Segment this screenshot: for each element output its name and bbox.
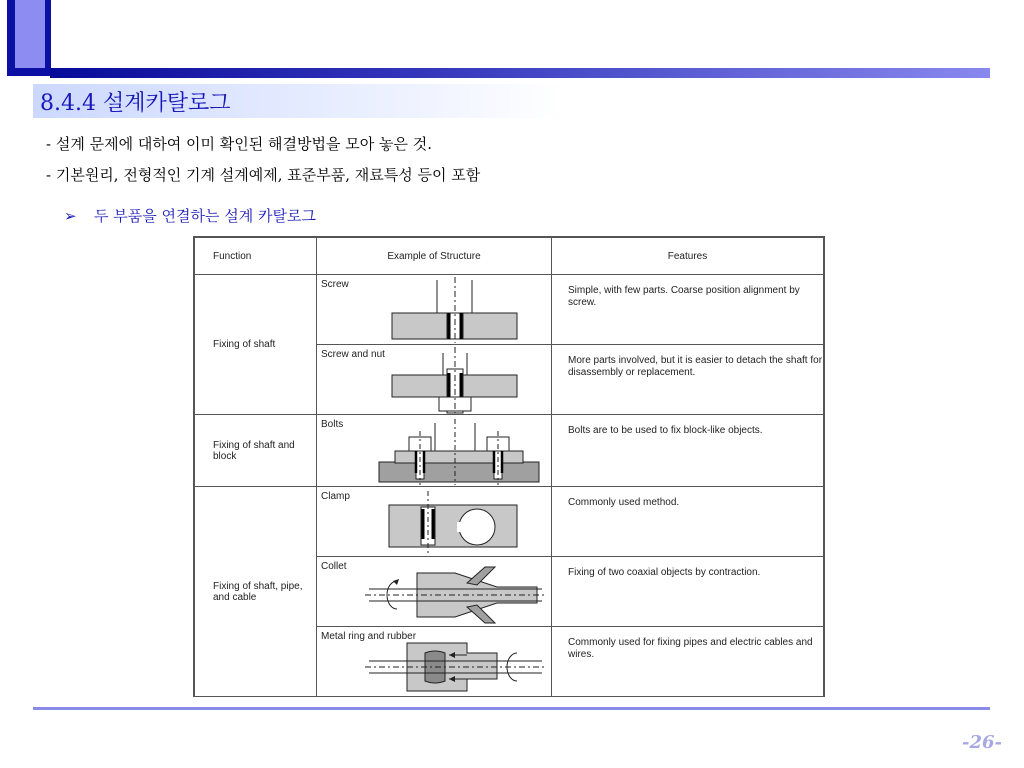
structure-label: Bolts <box>321 419 344 430</box>
header-features: Features <box>552 238 824 275</box>
collet-diagram <box>317 557 552 627</box>
header-accent-inner <box>15 0 45 68</box>
function-cell: Fixing of shaft and block <box>195 415 317 487</box>
page-number: -26- <box>962 732 1002 753</box>
structure-cell <box>317 345 552 415</box>
header-accent-block <box>7 0 51 76</box>
structure-cell <box>317 627 552 697</box>
design-catalog-table <box>194 237 824 697</box>
header-function: Function <box>195 238 317 275</box>
structure-cell <box>317 415 552 487</box>
clamp-diagram <box>317 487 552 557</box>
structure-cell <box>317 275 552 345</box>
arrow-bullet-icon: ➢ <box>64 207 77 225</box>
screw-and-nut-diagram <box>317 345 552 415</box>
features-cell: Commonly used for fixing pipes and electric cables and wires. <box>552 627 824 697</box>
structure-label: Collet <box>321 561 347 572</box>
header-structure: Example of Structure <box>317 238 552 275</box>
slide-title: 8.4.4 설계카탈로그 <box>40 91 231 116</box>
features-cell: Commonly used method. <box>552 487 824 557</box>
features-cell: Simple, with few parts. Coarse position alignment by screw. <box>552 275 824 345</box>
function-cell: Fixing of shaft, pipe, and cable <box>195 487 317 697</box>
screw-diagram <box>317 275 552 345</box>
function-cell: Fixing of shaft <box>195 275 317 415</box>
structure-label: Screw and nut <box>321 349 385 360</box>
table-row <box>195 415 824 487</box>
features-cell: Fixing of two coaxial objects by contraction. <box>552 557 824 627</box>
table-row <box>195 275 824 345</box>
metal-ring-and-rubber-diagram <box>317 627 552 697</box>
structure-label: Screw <box>321 279 349 290</box>
structure-label: Metal ring and rubber <box>321 631 417 642</box>
subheading <box>64 205 316 226</box>
design-catalog-figure <box>193 236 825 697</box>
bullet-1: - 설계 문제에 대하여 이미 확인된 해결방법을 모아 놓은 것. <box>46 135 433 153</box>
subheading-text: 두 부품을 연결하는 설계 카탈로그 <box>94 207 316 225</box>
bolts-diagram <box>317 415 552 487</box>
footer-line <box>33 707 990 710</box>
structure-cell <box>317 557 552 627</box>
header-bar <box>50 68 990 78</box>
table-header-row <box>195 238 824 275</box>
bullet-2: - 기본원리, 전형적인 기계 설계예제, 표준부품, 재료특성 등이 포함 <box>46 166 481 184</box>
structure-cell <box>317 487 552 557</box>
table-row <box>195 487 824 557</box>
features-cell: More parts involved, but it is easier to detach the shaft for disassembly or replacement. <box>552 345 824 415</box>
features-cell: Bolts are to be used to fix block-like objects. <box>552 415 824 487</box>
structure-label: Clamp <box>321 491 350 502</box>
